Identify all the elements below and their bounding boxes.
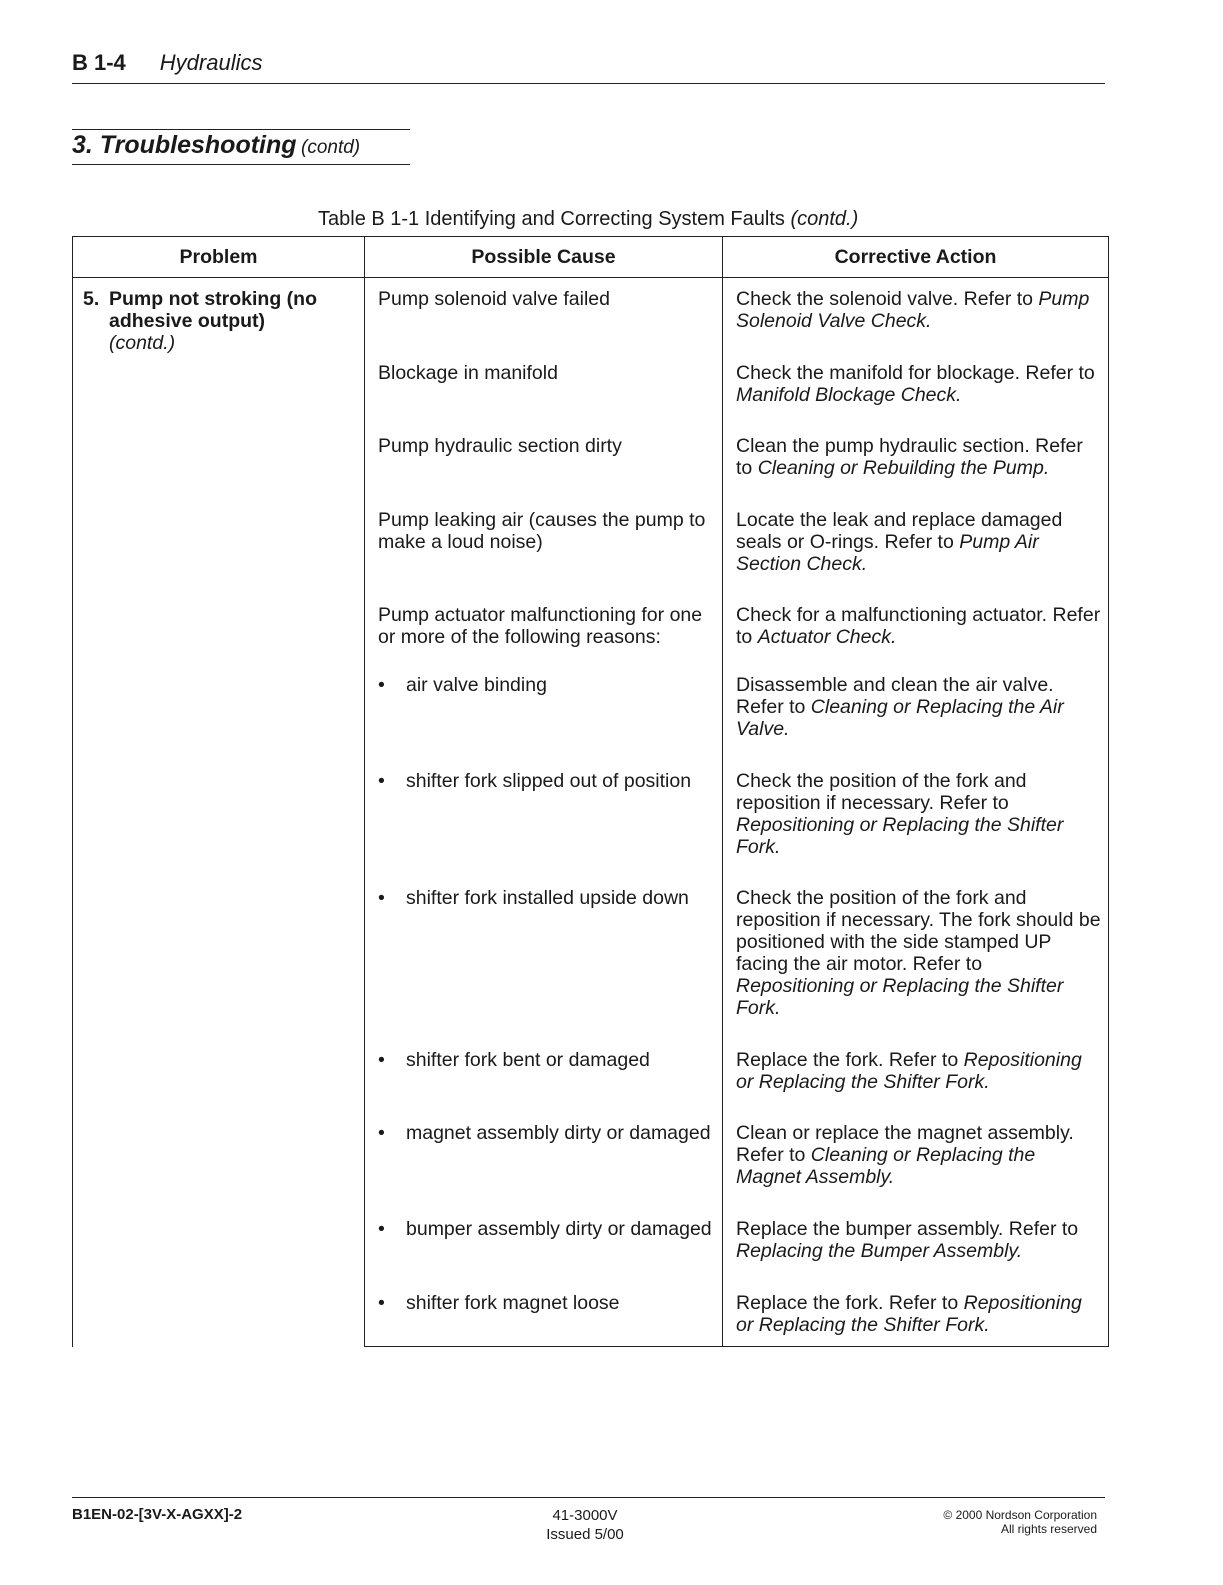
action-cell xyxy=(723,278,1109,353)
action-reference: Repositioning or Replacing the Shifter Fork. xyxy=(736,975,1064,1019)
action-reference: Actuator Check. xyxy=(757,626,897,648)
bullet-icon: • xyxy=(378,770,385,792)
cause-text: Blockage in manifold xyxy=(378,362,558,384)
cause-text: Pump hydraulic section dirty xyxy=(378,435,622,457)
header-problem: Problem xyxy=(73,237,365,278)
problem-number: 5. xyxy=(83,288,100,310)
footer-copyright xyxy=(943,1508,1097,1536)
action-reference: Cleaning or Replacing the Air Valve. xyxy=(736,696,1064,740)
table-row xyxy=(73,278,1109,353)
action-text: Check for a malfunctioning actuator. Refer to xyxy=(736,604,1101,648)
section-title xyxy=(72,129,410,165)
section-name: Hydraulics xyxy=(159,50,263,75)
action-reference: Repositioning or Replacing the Shifter Fork. xyxy=(736,1292,1082,1336)
page-code: B 1-4 xyxy=(72,50,126,75)
action-cell xyxy=(723,1112,1109,1208)
action-reference: Replacing the Bumper Assembly. xyxy=(736,1240,1023,1262)
cause-bullet-item xyxy=(378,887,714,909)
cause-bullet-item xyxy=(378,770,714,792)
cause-cell xyxy=(365,877,723,1039)
action-text: Disassemble and clean the air valve. Refer to xyxy=(736,674,1054,718)
cause-text: shifter fork slipped out of position xyxy=(406,770,692,792)
cause-bullet-item xyxy=(378,1122,714,1144)
section-title-main: 3. Troubleshooting xyxy=(72,131,297,159)
cause-text: shifter fork magnet loose xyxy=(406,1292,620,1314)
action-cell xyxy=(723,1208,1109,1282)
action-text: Check the manifold for blockage. Refer to xyxy=(736,362,1095,384)
cause-cell xyxy=(365,1112,723,1208)
footer-rights-line: All rights reserved xyxy=(1000,1522,1097,1536)
header-rule xyxy=(72,83,1105,84)
action-reference: Cleaning or Replacing the Magnet Assembly. xyxy=(736,1144,1036,1188)
cause-text: Pump solenoid valve failed xyxy=(378,288,610,310)
header-cause: Possible Cause xyxy=(365,237,723,278)
cause-text: Pump leaking air (causes the pump to make a loud noise) xyxy=(378,509,706,553)
cause-text: shifter fork bent or damaged xyxy=(406,1049,650,1071)
cause-bullet-item xyxy=(378,1292,714,1314)
cause-bullet-item xyxy=(378,674,714,696)
problem-name: Pump not stroking (no adhesive output) xyxy=(109,288,317,332)
footer-issued: Issued 5/00 xyxy=(546,1526,624,1543)
cause-cell xyxy=(365,594,723,664)
action-reference: Pump Air Section Check. xyxy=(736,531,1039,575)
action-reference: Repositioning or Replacing the Shifter Fork. xyxy=(736,1049,1082,1093)
cause-cell xyxy=(365,760,723,877)
action-text: Clean or replace the magnet assembly. Refer to xyxy=(736,1122,1074,1166)
cause-text: shifter fork installed upside down xyxy=(406,887,689,909)
cause-text: bumper assembly dirty or damaged xyxy=(406,1218,712,1240)
action-cell xyxy=(723,425,1109,499)
footer-rule xyxy=(72,1497,1105,1498)
table-header-row xyxy=(73,237,1109,278)
footer-doc-code: B1EN-02-[3V-X-AGXX]-2 xyxy=(72,1506,243,1523)
action-cell xyxy=(723,594,1109,664)
section-title-sub: (contd) xyxy=(301,137,361,158)
bullet-icon: • xyxy=(378,887,385,909)
action-text: Check the solenoid valve. Refer to xyxy=(736,288,1039,310)
footer-copyright-line: © 2000 Nordson Corporation xyxy=(943,1508,1097,1522)
action-reference: Cleaning or Rebuilding the Pump. xyxy=(757,457,1050,479)
action-text: Locate the leak and replace damaged seals or O-rings. Refer to xyxy=(736,509,1063,553)
problem-contd: (contd.) xyxy=(109,332,176,354)
action-text: Check the position of the fork and reposition if necessary. Refer to xyxy=(736,770,1027,814)
header-action: Corrective Action xyxy=(723,237,1109,278)
footer-part-number: 41-3000V xyxy=(552,1507,618,1524)
action-text: Clean the pump hydraulic section. Refer to xyxy=(736,435,1083,479)
problem-title xyxy=(83,288,358,332)
table-caption-main: Table B 1-1 Identifying and Correcting System Faults xyxy=(318,208,791,230)
cause-text: magnet assembly dirty or damaged xyxy=(406,1122,711,1144)
bullet-icon: • xyxy=(378,1049,385,1071)
table-caption-contd: (contd.) xyxy=(790,208,859,230)
cause-text: air valve binding xyxy=(406,674,547,696)
action-cell xyxy=(723,352,1109,425)
action-text: Replace the bumper assembly. Refer to xyxy=(736,1218,1079,1240)
cause-cell xyxy=(365,664,723,760)
cause-cell xyxy=(365,425,723,499)
table-caption xyxy=(318,208,858,231)
cause-cell xyxy=(365,278,723,353)
action-reference: Repositioning or Replacing the Shifter Fork. xyxy=(736,814,1064,858)
action-cell xyxy=(723,877,1109,1039)
bullet-icon: • xyxy=(378,1218,385,1240)
action-cell xyxy=(723,1039,1109,1112)
action-cell xyxy=(723,1282,1109,1347)
faults-table xyxy=(72,236,1109,1347)
cause-cell xyxy=(365,352,723,425)
bullet-icon: • xyxy=(378,674,385,696)
action-cell xyxy=(723,664,1109,760)
footer-center xyxy=(520,1506,650,1544)
cause-cell xyxy=(365,1282,723,1347)
action-reference: Pump Solenoid Valve Check. xyxy=(736,288,1090,332)
bullet-icon: • xyxy=(378,1292,385,1314)
cause-cell xyxy=(365,499,723,594)
cause-bullet-item xyxy=(378,1218,714,1240)
page-header xyxy=(72,50,263,76)
cause-cell xyxy=(365,1039,723,1112)
action-cell xyxy=(723,499,1109,594)
bullet-icon: • xyxy=(378,1122,385,1144)
action-text: Replace the fork. Refer to xyxy=(736,1049,964,1071)
problem-cell xyxy=(73,278,365,1347)
cause-bullet-item xyxy=(378,1049,714,1071)
action-text: Check the position of the fork and reposition if necessary. The fork should be positioned with the side stamped UP facing the air motor. Refer to xyxy=(736,887,1101,975)
action-cell xyxy=(723,760,1109,877)
action-reference: Manifold Blockage Check. xyxy=(736,384,962,406)
cause-cell xyxy=(365,1208,723,1282)
cause-text: Pump actuator malfunctioning for one or more of the following reasons: xyxy=(378,604,703,648)
action-text: Replace the fork. Refer to xyxy=(736,1292,964,1314)
